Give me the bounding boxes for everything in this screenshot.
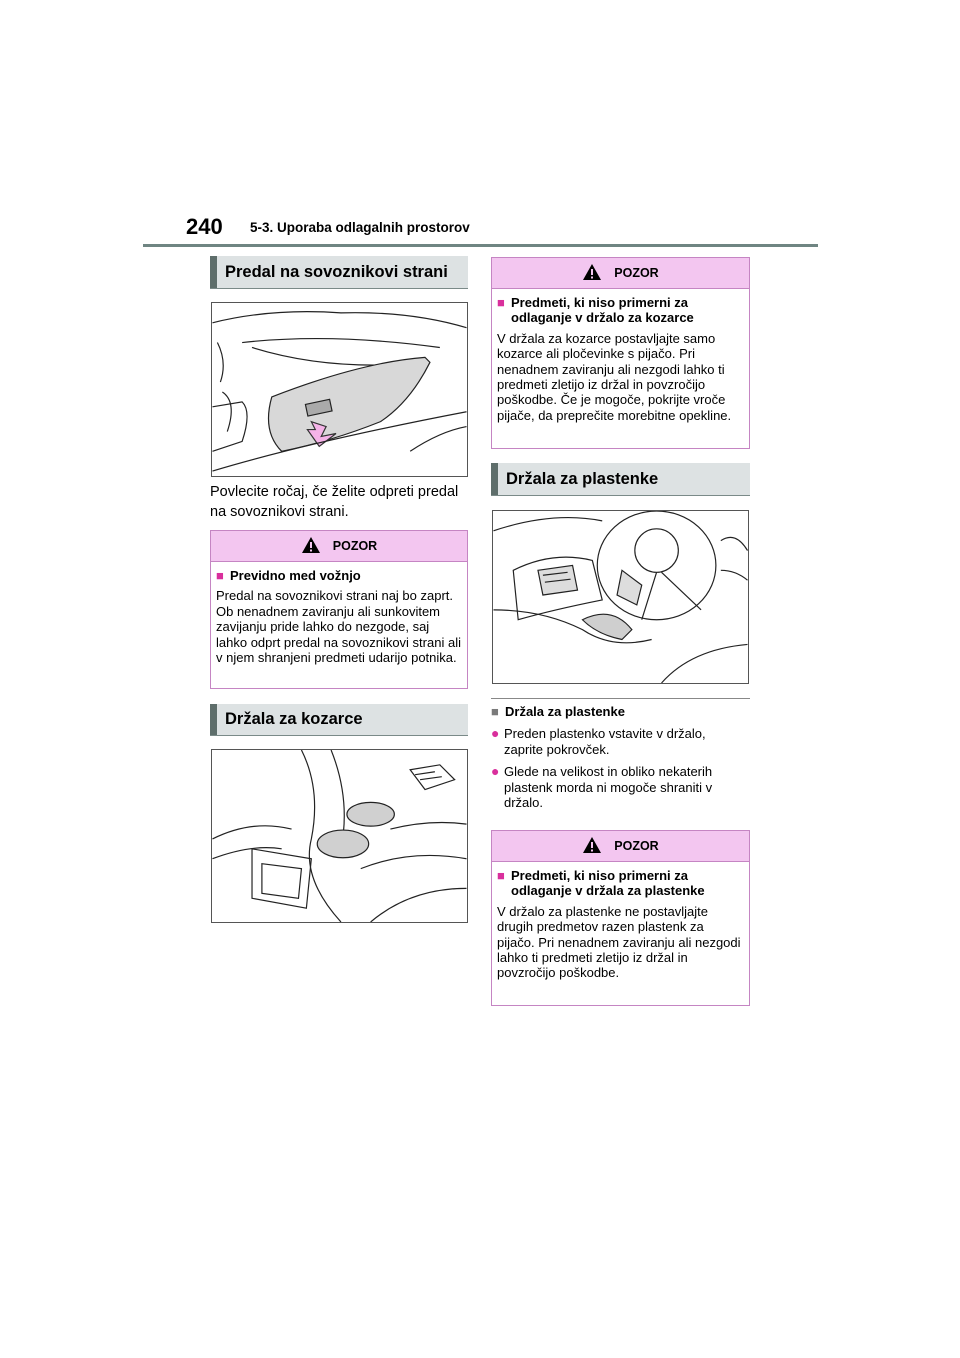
caution-subtitle [216,568,462,583]
heading-underline [210,735,468,736]
heading-bottle-holder-label: Držala za plastenke [506,469,659,488]
caution-box-glovebox [210,530,468,689]
header-rule [143,244,818,247]
bullet-dot-icon: ● [491,763,500,779]
square-bullet-icon: ■ [497,295,505,310]
caution-text: V držalo za plastenke ne postavljajte drugih predmetov razen plastenk za pijačo. Pri nenadnem zaviranju ali nezgodi lahko ti predmeti zletijo iz držal in povzročijo poškodbe. [497,903,741,981]
caution-box-bottle [491,830,750,1006]
glovebox-illustration [211,302,468,477]
list-item-text: Glede na velikost in obliko nekaterih plastenk morda ni mogoče shraniti v držalo. [504,764,713,810]
caution-label: POZOR [332,539,378,553]
heading-glovebox-label: Predal na sovoznikovi strani [225,262,448,281]
glovebox-instruction: Povlecite ročaj, če želite odpreti predal na sovoznikovi strani. [210,484,459,520]
heading-bottle-holder [491,463,750,495]
square-bullet-icon: ■ [497,868,505,883]
square-bullet-icon: ■ [216,568,224,583]
bottle-subheading-label: Držala za plastenke [505,704,625,719]
list-item [491,726,746,757]
caution-label: POZOR [614,839,659,853]
caution-title: Predmeti, ki niso primerni za odlaganje v držala za plastenke [511,868,705,899]
caution-header [492,258,749,289]
page-number: 240 [186,214,223,239]
square-bullet-icon: ■ [491,704,499,719]
section-title: 5-3. Uporaba odlagalnih prostorov [250,220,470,235]
divider [491,698,750,699]
caution-title: Predmeti, ki niso primerni za odlaganje v držalo za kozarce [511,295,694,326]
heading-glovebox [210,256,468,288]
caution-label: POZOR [614,266,659,280]
bullet-dot-icon: ● [491,725,500,741]
list-item [491,764,746,811]
heading-cupholder-label: Držala za kozarce [225,710,363,728]
bottle-holder-illustration [492,510,749,684]
cupholder-illustration [211,749,468,923]
warning-triangle-icon [582,836,602,857]
warning-triangle-icon [301,536,321,557]
caution-subtitle [497,868,744,899]
heading-underline [210,288,468,289]
caution-header [492,831,749,862]
heading-cupholder [210,704,468,735]
caution-title: Previdno med vožnjo [230,568,361,583]
caution-text: Predal na sovoznikovi strani naj bo zaprt. Ob nenadnem zaviranju ali sunkovitem zavijanju pride lahko do nezgode, saj lahko odprt predal na sovoznikovi strani ali v njem shranjeni predmeti udarijo potnika. [216,588,461,666]
caution-subtitle [497,295,744,326]
heading-underline [491,495,750,496]
list-item-text: Preden plastenko vstavite v držalo, zaprite pokrovček. [504,726,706,757]
caution-text: V držala za kozarce postavljajte samo kozarce ali pločevinke s pijačo. Pri nenadnem zaviranju ali nezgodi lahko ti predmeti zletijo iz držal in povzročijo poškodbe. Če je mogoče, pokrijte vroče pijače, da preprečite morebitne opekline. [497,330,732,423]
caution-header [211,531,467,562]
caution-box-cupholder [491,257,750,449]
bottle-subheading [491,704,625,719]
warning-triangle-icon [582,263,602,284]
